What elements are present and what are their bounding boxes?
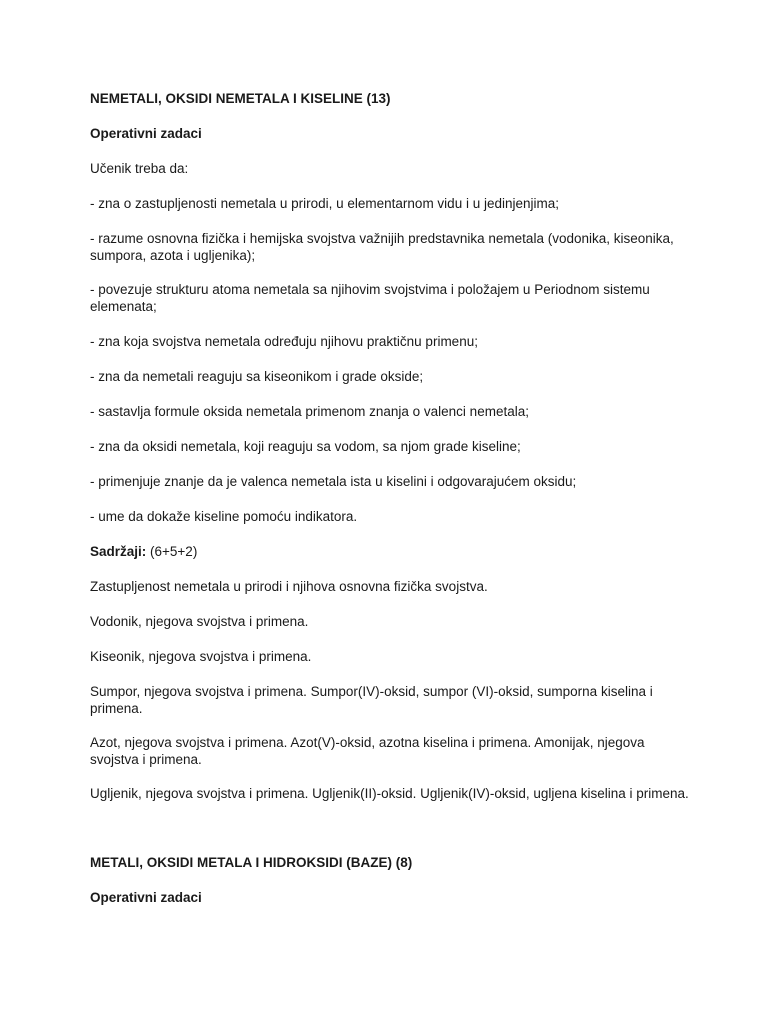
content-item: Zastupljenost nemetala u prirodi i njihova osnovna fizička svojstva. [90,579,488,594]
content-item: Sumpor, njegova svojstva i primena. Sumpor(IV)-oksid, sumpor (VI)-oksid, sumporna kiselina i primena. [90,684,653,716]
objective-item: - sastavlja formule oksida nemetala primenom znanja o valenci nemetala; [90,404,529,419]
objective-item: - zna o zastupljenosti nemetala u prirodi, u elementarnom vidu i u jedinjenjima; [90,196,559,211]
sadrzaji-line [90,543,690,560]
objective-item: - zna da nemetali reaguju sa kiseonikom i grade okside; [90,369,424,384]
objective-item: - primenjuje znanje da je valenca nemetala ista u kiselini i odgovarajućem oksidu; [90,474,577,489]
content-item: Azot, njegova svojstva i primena. Azot(V)-oksid, azotna kiselina i primena. Amonijak, njegova svojstva i primena. [90,735,645,767]
objective-item: - zna koja svojstva nemetala određuju njihovu praktičnu primenu; [90,334,478,349]
section2-operativni-label: Operativni zadaci [90,890,202,905]
content-item: Kiseonik, njegova svojstva i primena. [90,649,312,664]
document-page [90,90,690,906]
objective-item: - razume osnovna fizička i hemijska svojstva važnijih predstavnika nemetala (vodonika, kiseonika, sumpora, azota i ugljenika); [90,231,674,263]
sadrzaji-label: Sadržaji: [90,544,147,559]
content-item: Vodonik, njegova svojstva i primena. [90,614,309,629]
objective-item: - ume da dokaže kiseline pomoću indikatora. [90,509,358,524]
section2-title: METALI, OKSIDI METALA I HIDROKSIDI (BAZE) (8) [90,855,413,870]
section1-intro: Učenik treba da: [90,161,189,176]
content-item: Ugljenik, njegova svojstva i primena. Ugljenik(II)-oksid. Ugljenik(IV)-oksid, ugljena kiselina i primena. [90,786,689,801]
section1-title: NEMETALI, OKSIDI NEMETALA I KISELINE (13) [90,91,391,106]
section1-operativni-label: Operativni zadaci [90,126,202,141]
objective-item: - povezuje strukturu atoma nemetala sa njihovim svojstvima i položajem u Periodnom sistemu elemenata; [90,282,650,314]
sadrzaji-value: (6+5+2) [146,544,198,559]
objective-item: - zna da oksidi nemetala, koji reaguju sa vodom, sa njom grade kiseline; [90,439,521,454]
